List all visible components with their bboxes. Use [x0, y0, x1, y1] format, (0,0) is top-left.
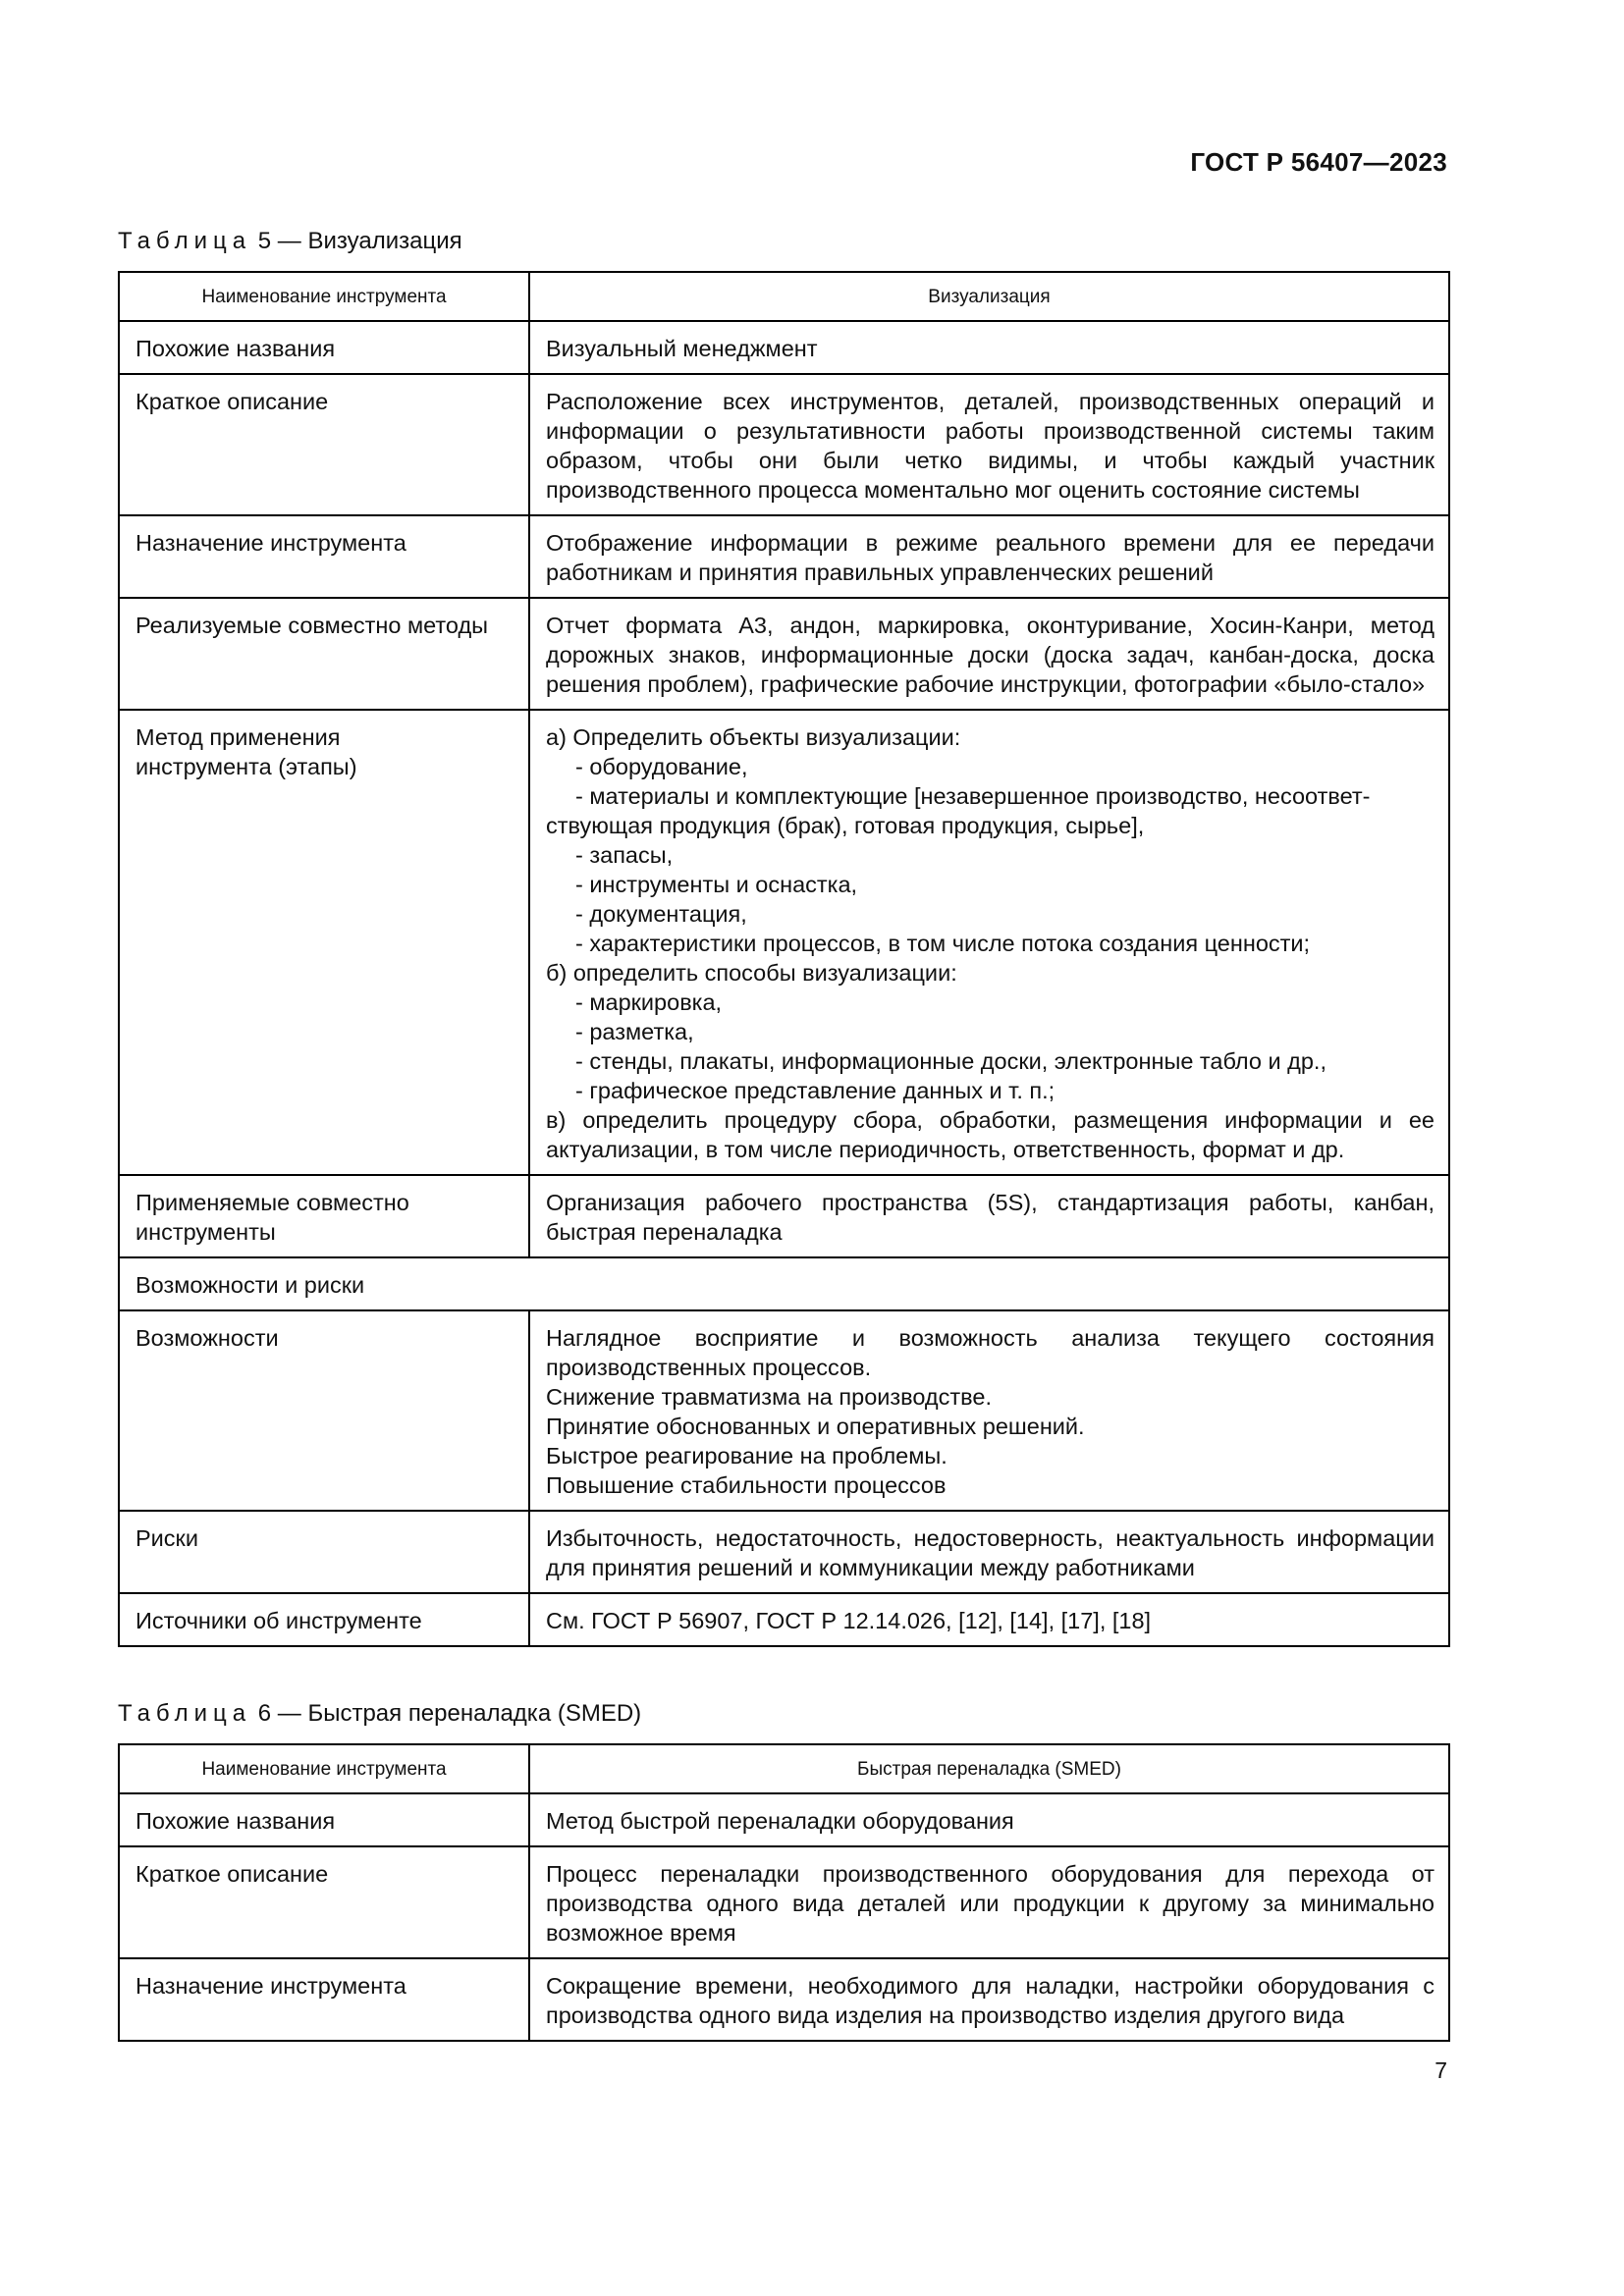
- table-header-row: [119, 1744, 1449, 1793]
- method-bullet: - разметка,: [575, 1019, 694, 1044]
- table-row: [119, 321, 1449, 374]
- table5-caption-word: Таблица: [118, 228, 252, 254]
- table-row: [119, 374, 1449, 515]
- row-value: Организация рабочего пространства (5S), стандартизация работы, канбан, быстрая переналадка: [529, 1175, 1449, 1257]
- column-header-tool: Визуализация: [529, 272, 1449, 321]
- table-row: [119, 1793, 1449, 1846]
- row-value: [529, 710, 1449, 1175]
- method-bullet: - материалы и комплектующие [незавершенное производство, несоответ-: [575, 783, 1371, 809]
- row-value: См. ГОСТ Р 56907, ГОСТ Р 12.14.026, [12], [14], [17], [18]: [529, 1593, 1449, 1646]
- table-header-row: [119, 272, 1449, 321]
- column-header-tool-name: Наименование инструмента: [119, 1744, 529, 1793]
- table5-caption: [118, 228, 462, 255]
- row-label: Риски: [119, 1511, 529, 1593]
- opportunity-line: Наглядное восприятие и возможность анализа текущего состояния производственных процессов.: [546, 1325, 1435, 1380]
- method-bullet: - запасы,: [575, 842, 674, 868]
- related-tools-label-line-1: Применяемые совместно: [135, 1190, 409, 1215]
- row-label: Краткое описание: [119, 1846, 529, 1958]
- row-value: Отчет формата А3, андон, маркировка, оконтуривание, Хосин-Канри, метод дорожных знаков, информационные доски (доска задач, канбан-доска, доска решения проблем), графические рабочие инструкции, фотографии «было-стало»: [529, 598, 1449, 710]
- method-bullet: - характеристики процессов, в том числе потока создания ценности;: [575, 931, 1311, 956]
- opportunity-line: Принятие обоснованных и оперативных решений.: [546, 1414, 1085, 1439]
- method-bullet: - инструменты и оснастка,: [575, 872, 858, 897]
- method-bullet: - документация,: [575, 901, 747, 927]
- table6: [118, 1743, 1450, 2042]
- row-value: Визуальный менеджмент: [529, 321, 1449, 374]
- row-label: Назначение инструмента: [119, 1958, 529, 2041]
- row-label: Похожие названия: [119, 1793, 529, 1846]
- row-value: Метод быстрой переналадки оборудования: [529, 1793, 1449, 1846]
- method-step: в) определить процедуру сбора, обработки, размещения информации и ее актуализации, в том числе периодичность, ответственность, формат и др.: [546, 1107, 1435, 1162]
- column-header-tool: Быстрая переналадка (SMED): [529, 1744, 1449, 1793]
- row-value: [529, 1310, 1449, 1511]
- row-label: Похожие названия: [119, 321, 529, 374]
- row-value: Избыточность, недостаточность, недостоверность, неактуальность информации для принятия решений и коммуникации между работниками: [529, 1511, 1449, 1593]
- opportunity-line: Быстрое реагирование на проблемы.: [546, 1443, 947, 1468]
- table5-caption-title: 5 — Визуализация: [251, 228, 462, 254]
- table6-caption-word: Таблица: [118, 1700, 252, 1727]
- method-label-line-2: инструмента (этапы): [135, 754, 357, 779]
- method-label-line-1: Метод применения: [135, 724, 341, 750]
- row-label: Краткое описание: [119, 374, 529, 515]
- row-value: Расположение всех инструментов, деталей, производственных операций и информации о результативности работы производственной системы таким образом, чтобы они были четко видимы, и чтобы каждый участник производственного процесса моментально мог оценить состояние системы: [529, 374, 1449, 515]
- related-tools-label-line-2: инструменты: [135, 1219, 276, 1245]
- opportunity-line: Повышение стабильности процессов: [546, 1472, 947, 1498]
- table-row: [119, 515, 1449, 598]
- table5: [118, 271, 1450, 1647]
- row-label: [119, 1175, 529, 1257]
- page-number: 7: [1435, 2057, 1447, 2083]
- method-bullet: - графическое представление данных и т. п.;: [575, 1078, 1056, 1103]
- table-row-method: [119, 710, 1449, 1175]
- row-label: [119, 710, 529, 1175]
- document-code: ГОСТ Р 56407—2023: [1190, 147, 1447, 177]
- row-label: Реализуемые совместно методы: [119, 598, 529, 710]
- table-row: [119, 1511, 1449, 1593]
- method-bullet: - маркировка,: [575, 989, 723, 1015]
- table6-caption: [118, 1700, 641, 1728]
- table-row: [119, 1593, 1449, 1646]
- table-row: [119, 598, 1449, 710]
- method-step: а) Определить объекты визуализации:: [546, 724, 961, 750]
- row-value: Отображение информации в режиме реального времени для ее передачи работникам и принятия правильных управленческих решений: [529, 515, 1449, 598]
- table-row: [119, 1846, 1449, 1958]
- method-bullet-continuation: ствующая продукция (брак), готовая продукция, сырье],: [546, 813, 1145, 838]
- row-label: Назначение инструмента: [119, 515, 529, 598]
- row-value: Сокращение времени, необходимого для наладки, настройки оборудования с производства одного вида изделия на производство изделия другого вида: [529, 1958, 1449, 2041]
- table-row: [119, 1175, 1449, 1257]
- opportunity-line: Снижение травматизма на производстве.: [546, 1384, 992, 1410]
- row-value: Процесс переналадки производственного оборудования для перехода от производства одного вида деталей или продукции к другому за минимально возможное время: [529, 1846, 1449, 1958]
- method-bullet: - стенды, плакаты, информационные доски, электронные табло и др.,: [575, 1048, 1326, 1074]
- section-title: Возможности и риски: [119, 1257, 1449, 1310]
- table6-caption-title: 6 — Быстрая переналадка (SMED): [251, 1700, 642, 1727]
- method-step: б) определить способы визуализации:: [546, 960, 957, 986]
- section-row: [119, 1257, 1449, 1310]
- row-label: Возможности: [119, 1310, 529, 1511]
- row-label: Источники об инструменте: [119, 1593, 529, 1646]
- table-row: [119, 1958, 1449, 2041]
- table-row: [119, 1310, 1449, 1511]
- column-header-tool-name: Наименование инструмента: [119, 272, 529, 321]
- method-bullet: - оборудование,: [575, 754, 748, 779]
